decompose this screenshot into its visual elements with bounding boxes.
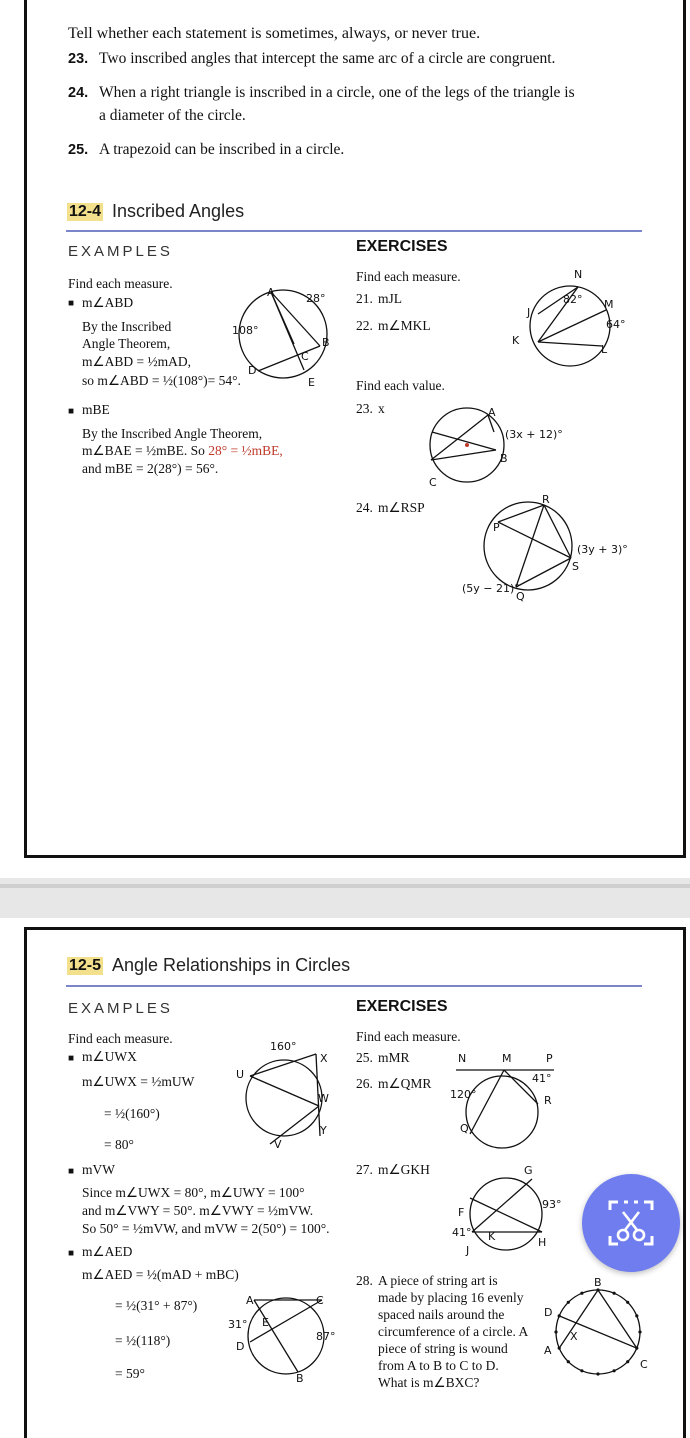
exercise-number: 28. xyxy=(356,1273,373,1288)
exercise-text: m∠QMR xyxy=(378,1076,432,1091)
string-art-figure xyxy=(548,1282,648,1382)
find-measure-text: Find each measure. xyxy=(356,269,461,284)
point-label: J xyxy=(527,306,531,319)
angle-label: 41° xyxy=(532,1072,552,1085)
arc-label: 120° xyxy=(450,1088,477,1101)
example-heading: mVW xyxy=(82,1162,115,1177)
point-label: E xyxy=(262,1316,269,1329)
bullet: ■ xyxy=(68,1053,75,1064)
point-label: D xyxy=(236,1340,245,1353)
angle-expression: (3x + 12)° xyxy=(505,428,563,441)
page-gap xyxy=(0,878,690,918)
tangent-secant-figure xyxy=(240,1046,330,1146)
exercise-number: 22. xyxy=(356,318,373,333)
point-label: A xyxy=(267,286,275,299)
question-number: 23. xyxy=(68,51,89,67)
exercise-text: mJL xyxy=(378,291,403,306)
point-label: B xyxy=(296,1372,304,1385)
example-line: So 50° = ½mVW, and mVW = 2(50°) = 100°. xyxy=(82,1221,330,1236)
point-label: M xyxy=(502,1052,512,1065)
intro-text: Tell whether each statement is sometimes, always, or never true. xyxy=(68,25,481,42)
exercise-line: A piece of string art is xyxy=(378,1273,498,1288)
arc-label: 64° xyxy=(606,318,626,331)
point-label: S xyxy=(572,560,579,573)
highlight-text: 28° = ½mBE, xyxy=(208,443,283,458)
angle-expression: (3y + 3)° xyxy=(577,543,628,556)
example-heading: m∠UWX xyxy=(82,1049,137,1064)
point-label: A xyxy=(246,1294,254,1307)
point-label: G xyxy=(524,1164,533,1177)
point-label: H xyxy=(538,1236,547,1249)
exercise-number: 23. xyxy=(356,401,373,416)
exercise-text: m∠RSP xyxy=(378,500,425,515)
exercise-text: m∠GKH xyxy=(378,1162,430,1177)
point-label: N xyxy=(574,268,583,281)
example-line: By the Inscribed xyxy=(82,319,172,334)
circle-figure-24 xyxy=(478,496,578,596)
point-label: D xyxy=(544,1306,553,1319)
question-text-cont: a diameter of the circle. xyxy=(99,107,246,124)
section-title: Angle Relationships in Circles xyxy=(112,955,351,975)
point-label: P xyxy=(546,1052,553,1065)
point-label: C xyxy=(301,350,309,363)
point-label: P xyxy=(493,521,500,534)
example-line: = 59° xyxy=(115,1366,145,1381)
exercises-label: EXERCISES xyxy=(356,238,448,255)
point-label: K xyxy=(512,334,520,347)
example-text: m∠BAE = ½mBE. So xyxy=(82,443,209,458)
section-title: Inscribed Angles xyxy=(112,201,245,221)
scissors-icon xyxy=(606,1198,656,1248)
question-number: 25. xyxy=(68,142,89,158)
point-label: B xyxy=(500,452,508,465)
point-label: B xyxy=(594,1276,602,1289)
point-label: V xyxy=(274,1138,282,1151)
exercise-text: mMR xyxy=(378,1050,410,1065)
section-number: 12-5 xyxy=(69,957,102,974)
arc-label: 93° xyxy=(542,1198,562,1211)
arc-label: 41° xyxy=(452,1226,472,1239)
exercise-text: m∠MKL xyxy=(378,318,431,333)
section-divider xyxy=(66,230,642,232)
bullet: ■ xyxy=(68,1166,75,1177)
point-label: D xyxy=(248,364,257,377)
exercises-label: EXERCISES xyxy=(356,998,448,1015)
point-label: A xyxy=(544,1344,552,1357)
point-label: K xyxy=(488,1230,496,1243)
example-line xyxy=(82,443,283,459)
section-number: 12-4 xyxy=(69,203,102,220)
question-text: Two inscribed angles that intercept the same arc of a circle are congruent. xyxy=(99,50,556,67)
angle-label: 28° xyxy=(306,292,326,305)
point-label: Y xyxy=(320,1124,327,1137)
example-line: m∠UWX = ½mUW xyxy=(82,1074,195,1089)
arc-label: 108° xyxy=(232,324,259,337)
examples-label: EXAMPLES xyxy=(68,243,173,260)
question-text: When a right triangle is inscribed in a circle, one of the legs of the triangle is xyxy=(99,84,575,101)
bullet: ■ xyxy=(68,1248,75,1259)
question-text: A trapezoid can be inscribed in a circle. xyxy=(99,141,345,158)
point-label: A xyxy=(488,406,496,419)
question-number: 24. xyxy=(68,85,89,101)
exercise-line: spaced nails around the xyxy=(378,1307,505,1322)
exercise-number: 26. xyxy=(356,1076,373,1091)
arc-label: 87° xyxy=(316,1330,336,1343)
screenshot-crop-button[interactable] xyxy=(582,1174,680,1272)
find-measure-text: Find each measure. xyxy=(68,276,173,291)
example-heading: m∠ABD xyxy=(82,295,134,310)
point-label: B xyxy=(322,336,330,349)
example-heading: mBE xyxy=(82,402,110,417)
example-line: = ½(118°) xyxy=(115,1333,171,1348)
point-label: Q xyxy=(516,590,525,603)
example-line: so m∠ABD = ½(108°)= 54°. xyxy=(82,373,241,388)
point-label: X xyxy=(570,1330,578,1343)
arc-label: 82° xyxy=(563,293,583,306)
exercise-line: from A to B to C to D. xyxy=(378,1358,499,1373)
example-line: By the Inscribed Angle Theorem, xyxy=(82,426,263,441)
angle-expression: (5y − 21)° xyxy=(462,582,520,595)
find-measure-text: Find each measure. xyxy=(356,1029,461,1044)
point-label: Q xyxy=(460,1122,469,1135)
example-line: and mBE = 2(28°) = 56°. xyxy=(82,461,219,476)
page-separator xyxy=(0,884,690,888)
section-divider xyxy=(66,985,642,987)
exercise-text: x xyxy=(378,401,385,416)
find-value-text: Find each value. xyxy=(356,378,445,393)
example-line: = 80° xyxy=(104,1137,134,1152)
point-label: R xyxy=(542,493,550,506)
bullet: ■ xyxy=(68,406,75,417)
point-label: C xyxy=(429,476,437,489)
point-label: X xyxy=(320,1052,328,1065)
example-line: and m∠VWY = 50°. m∠VWY = ½mVW. xyxy=(82,1203,314,1218)
example-line: m∠AED = ½(mAD + mBC) xyxy=(82,1267,239,1282)
exercise-number: 24. xyxy=(356,500,373,515)
point-label: J xyxy=(466,1244,470,1257)
example-line: = ½(160°) xyxy=(104,1106,160,1121)
point-label: M xyxy=(604,298,614,311)
point-label: C xyxy=(316,1294,324,1307)
examples-label: EXAMPLES xyxy=(68,1000,173,1017)
point-label: N xyxy=(458,1052,467,1065)
point-label: E xyxy=(308,376,315,389)
example-heading: m∠AED xyxy=(82,1244,133,1259)
example-line: Angle Theorem, xyxy=(82,336,171,351)
point-label: U xyxy=(236,1068,245,1081)
example-line: m∠ABD = ½mAD, xyxy=(82,354,191,369)
example-line: Since m∠UWX = 80°, m∠UWY = 100° xyxy=(82,1185,305,1200)
find-measure-text: Find each measure. xyxy=(68,1031,173,1046)
point-label: R xyxy=(544,1094,552,1107)
arc-label: 160° xyxy=(270,1040,297,1053)
arc-label: 31° xyxy=(228,1318,248,1331)
exercise-line: made by placing 16 evenly xyxy=(378,1290,524,1305)
point-label: F xyxy=(458,1206,465,1219)
exercise-line: piece of string is wound xyxy=(378,1341,508,1356)
exercise-line: circumference of a circle. A xyxy=(378,1324,529,1339)
point-label: L xyxy=(601,343,608,356)
point-label: C xyxy=(640,1358,648,1371)
exercise-number: 21. xyxy=(356,291,373,306)
secant-figure xyxy=(460,1174,550,1258)
exercise-line: What is m∠BXC? xyxy=(378,1375,480,1390)
point-label: W xyxy=(318,1092,329,1105)
exercise-number: 25. xyxy=(356,1050,373,1065)
exercise-number: 27. xyxy=(356,1162,373,1177)
bullet: ■ xyxy=(68,298,75,309)
example-line: = ½(31° + 87°) xyxy=(115,1298,198,1313)
